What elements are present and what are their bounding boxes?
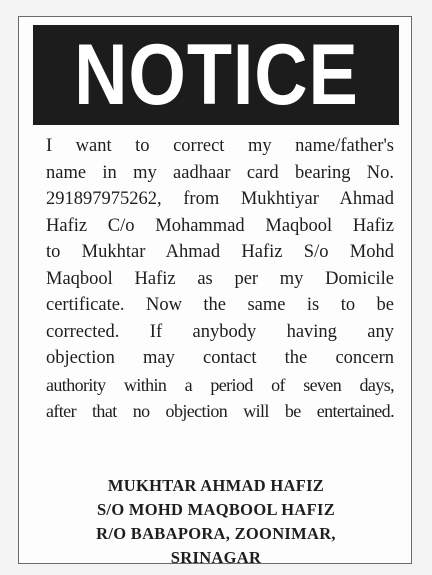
notice-body bbox=[46, 133, 394, 425]
notice-line: Hafiz C/o Mohammad Maqbool Hafiz bbox=[46, 215, 394, 236]
notice-line: certificate. Now the same is to be bbox=[46, 295, 394, 315]
signature-address: R/O BABAPORA, ZOONIMAR, bbox=[96, 524, 336, 543]
notice-line: Maqbool Hafiz as per my Domicile bbox=[46, 268, 394, 289]
notice-line: objection may contact the concern bbox=[46, 348, 394, 368]
notice-line: to Mukhtar Ahmad Hafiz S/o Mohd bbox=[46, 242, 394, 262]
notice-box bbox=[18, 16, 412, 567]
notice-line: corrected. If anybody having any bbox=[46, 321, 394, 342]
notice-line: I want to correct my name/father's bbox=[46, 136, 394, 156]
notice-line: after that no objection will be entertained. bbox=[46, 401, 394, 421]
notice-line: name in my aadhaar card bearing No. bbox=[46, 162, 394, 183]
notice-title: NOTICE bbox=[73, 27, 359, 123]
signature-parent: S/O MOHD MAQBOOL HAFIZ bbox=[96, 500, 336, 519]
signature-city: SRINAGAR bbox=[170, 548, 262, 567]
notice-signature bbox=[33, 474, 399, 570]
notice-line: authority within a period of seven days, bbox=[46, 374, 394, 395]
notice-line: 291897975262, from Mukhtiyar Ahmad bbox=[46, 189, 394, 209]
notice-header bbox=[33, 25, 399, 125]
signature-name: MUKHTAR AHMAD HAFIZ bbox=[107, 476, 325, 495]
